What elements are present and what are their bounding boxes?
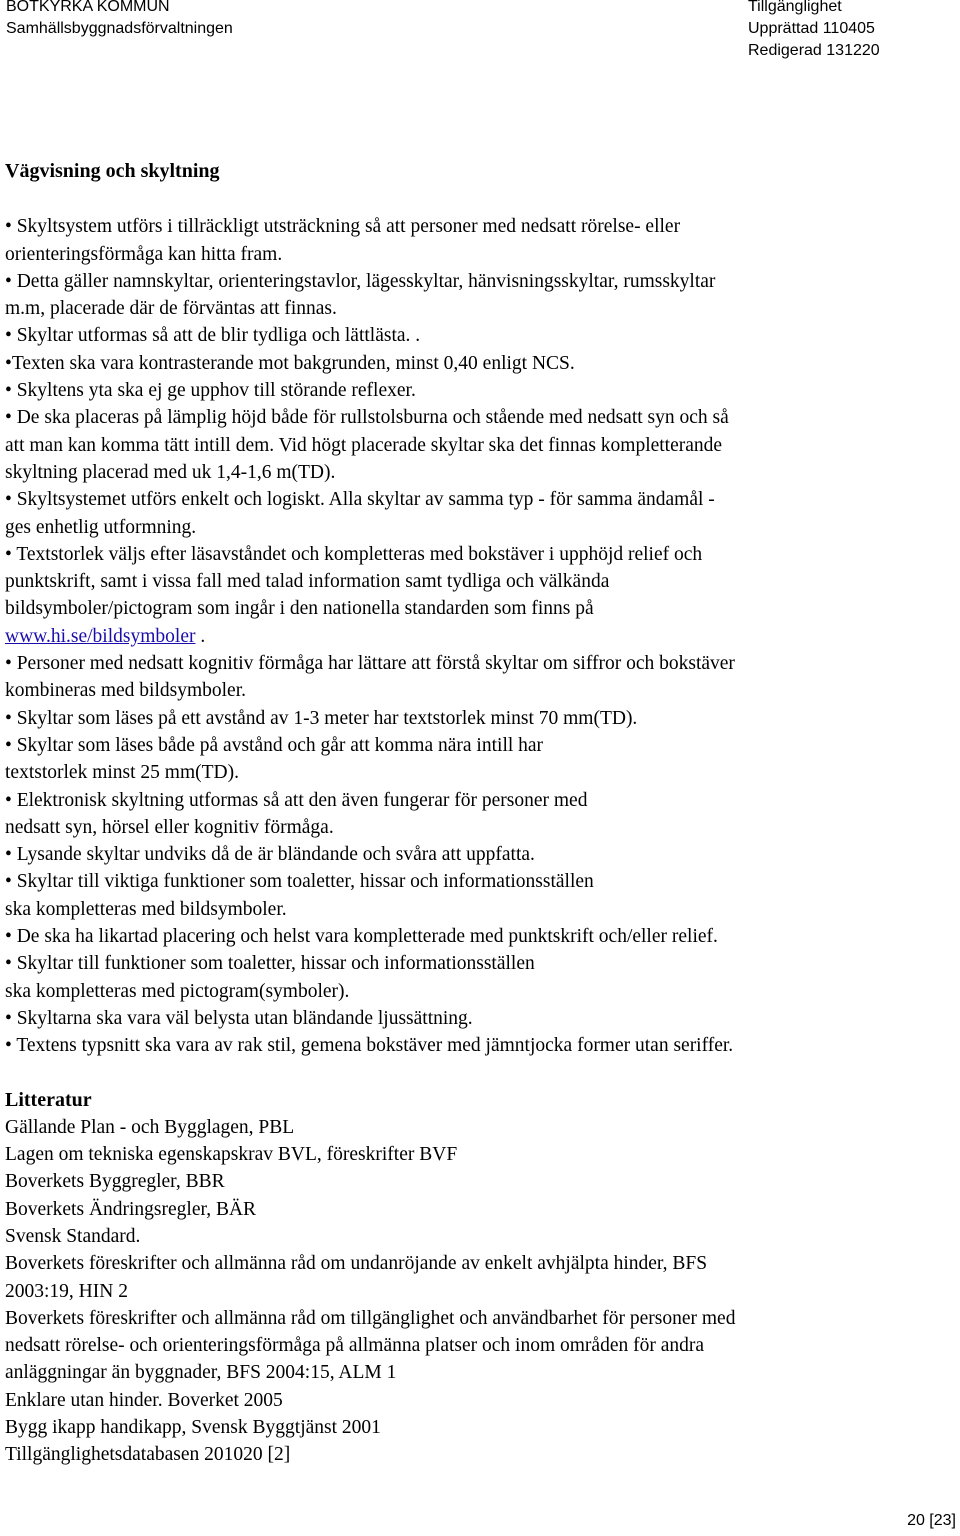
- text-line: textstorlek minst 25 mm(TD).: [5, 762, 239, 784]
- text-line: ska kompletteras med pictogram(symboler).: [5, 980, 350, 1002]
- literature-item: Boverkets föreskrifter och allmänna råd om tillgänglighet och användbarhet för personer med: [5, 1307, 736, 1329]
- text-line: • Skyltar som läses både på avstånd och går att komma nära intill har: [5, 734, 544, 756]
- text-line: • Skyltar som läses på ett avstånd av 1-3 meter har textstorlek minst 70 mm(TD).: [5, 707, 638, 729]
- text-line: ska kompletteras med bildsymboler.: [5, 898, 287, 920]
- literature-item: 2003:19, HIN 2: [5, 1280, 128, 1302]
- literature-item: Enklare utan hinder. Boverket 2005: [5, 1389, 283, 1411]
- literature-item: Svensk Standard.: [5, 1225, 141, 1247]
- text-line: bildsymboler/pictogram som ingår i den nationella standarden som finns på: [5, 598, 594, 620]
- literature-item: anläggningar än byggnader, BFS 2004:15, ALM 1: [5, 1362, 397, 1384]
- text-line: • Textstorlek väljs efter läsavståndet och kompletteras med bokstäver i upphöjd relief och: [5, 543, 703, 565]
- text-line: punktskrift, samt i vissa fall med talad information samt tydliga och välkända: [5, 571, 610, 593]
- text-line: • Skyltar till funktioner som toaletter, hissar och informationsställen: [5, 953, 535, 975]
- bullet-list: [5, 213, 955, 622]
- text-line: orienteringsförmåga kan hitta fram.: [5, 243, 283, 265]
- edited-date: Redigerad 131220: [748, 42, 880, 59]
- text-line: kombineras med bildsymboler.: [5, 680, 247, 702]
- page-number: 20 [23]: [907, 1512, 956, 1529]
- text-line: • Personer med nedsatt kognitiv förmåga har lättare att förstå skyltar om siffror och bokstäver: [5, 653, 735, 675]
- created-date: Upprättad 110405: [748, 20, 875, 37]
- text-line: • De ska placeras på lämplig höjd både för rullstolsburna och stående med nedsatt syn och så: [5, 407, 729, 429]
- link-suffix: .: [195, 625, 206, 647]
- text-line: • Elektronisk skyltning utformas så att den även fungerar för personer med: [5, 789, 588, 811]
- document-body: [5, 158, 955, 1469]
- text-line: •Texten ska vara kontrasterande mot bakgrunden, minst 0,40 enligt NCS.: [5, 352, 575, 374]
- text-line: • Skyltar utformas så att de blir tydliga och lättlästa. .: [5, 325, 421, 347]
- text-line: • Detta gäller namnskyltar, orienteringstavlor, lägesskyltar, hänvisningsskyltar, rumsskyltar: [5, 270, 716, 292]
- literature-item: Tillgänglighetsdatabasen 201020 [2]: [5, 1444, 291, 1466]
- org-name: BOTKYRKA KOMMUN: [6, 0, 170, 15]
- text-line: • Skyltarna ska vara väl belysta utan bländande ljussättning.: [5, 1007, 473, 1029]
- literature-item: Bygg ikapp handikapp, Svensk Byggtjänst 2001: [5, 1417, 381, 1439]
- literature-item: Gällande Plan - och Bygglagen, PBL: [5, 1116, 295, 1138]
- document-topic: Tillgänglighet: [748, 0, 842, 15]
- text-line: nedsatt syn, hörsel eller kognitiv förmåga.: [5, 816, 334, 838]
- text-line: • Skyltens yta ska ej ge upphov till störande reflexer.: [5, 380, 416, 402]
- text-line: ges enhetlig utformning.: [5, 516, 197, 538]
- literature-list: [5, 1114, 955, 1469]
- header-right: [748, 0, 880, 62]
- text-line: • Skyltsystem utförs i tillräckligt utsträckning så att personer med nedsatt rörelse- eller: [5, 216, 681, 238]
- text-line: • Lysande skyltar undviks då de är bländande och svåra att uppfatta.: [5, 844, 535, 866]
- text-line: • De ska ha likartad placering och helst vara kompletterade med punktskrift och/eller relief.: [5, 926, 718, 948]
- literature-heading: Litteratur: [5, 1088, 92, 1111]
- section-heading: Vägvisning och skyltning: [5, 160, 220, 182]
- text-line: att man kan komma tätt intill dem. Vid högt placerade skyltar ska det finnas kompletterande: [5, 434, 723, 456]
- link-line: [5, 623, 955, 650]
- text-line: skyltning placerad med uk 1,4-1,6 m(TD).: [5, 461, 336, 483]
- literature-item: Boverkets Byggregler, BBR: [5, 1171, 225, 1193]
- literature-item: Lagen om tekniska egenskapskrav BVL, föreskrifter BVF: [5, 1144, 458, 1166]
- text-line: • Textens typsnitt ska vara av rak stil, gemena bokstäver med jämntjocka former utan seriffer.: [5, 1035, 734, 1057]
- bullet-list-continued: [5, 650, 955, 1059]
- department-name: Samhällsbyggnadsförvaltningen: [6, 20, 233, 37]
- text-line: m.m, placerade där de förväntas att finnas.: [5, 298, 337, 320]
- literature-item: nedsatt rörelse- och orienteringsförmåga på allmänna platser och inom områden för andra: [5, 1335, 705, 1357]
- text-line: • Skyltsystemet utförs enkelt och logiskt. Alla skyltar av samma typ - för samma ändamål -: [5, 489, 715, 511]
- literature-item: Boverkets föreskrifter och allmänna råd om undanröjande av enkelt avhjälpta hinder, BFS: [5, 1253, 708, 1275]
- header-left: [6, 0, 233, 40]
- bildsymboler-link[interactable]: www.hi.se/bildsymboler: [5, 625, 196, 647]
- literature-item: Boverkets Ändringsregler, BÄR: [5, 1198, 257, 1220]
- text-line: • Skyltar till viktiga funktioner som toaletter, hissar och informationsställen: [5, 871, 594, 893]
